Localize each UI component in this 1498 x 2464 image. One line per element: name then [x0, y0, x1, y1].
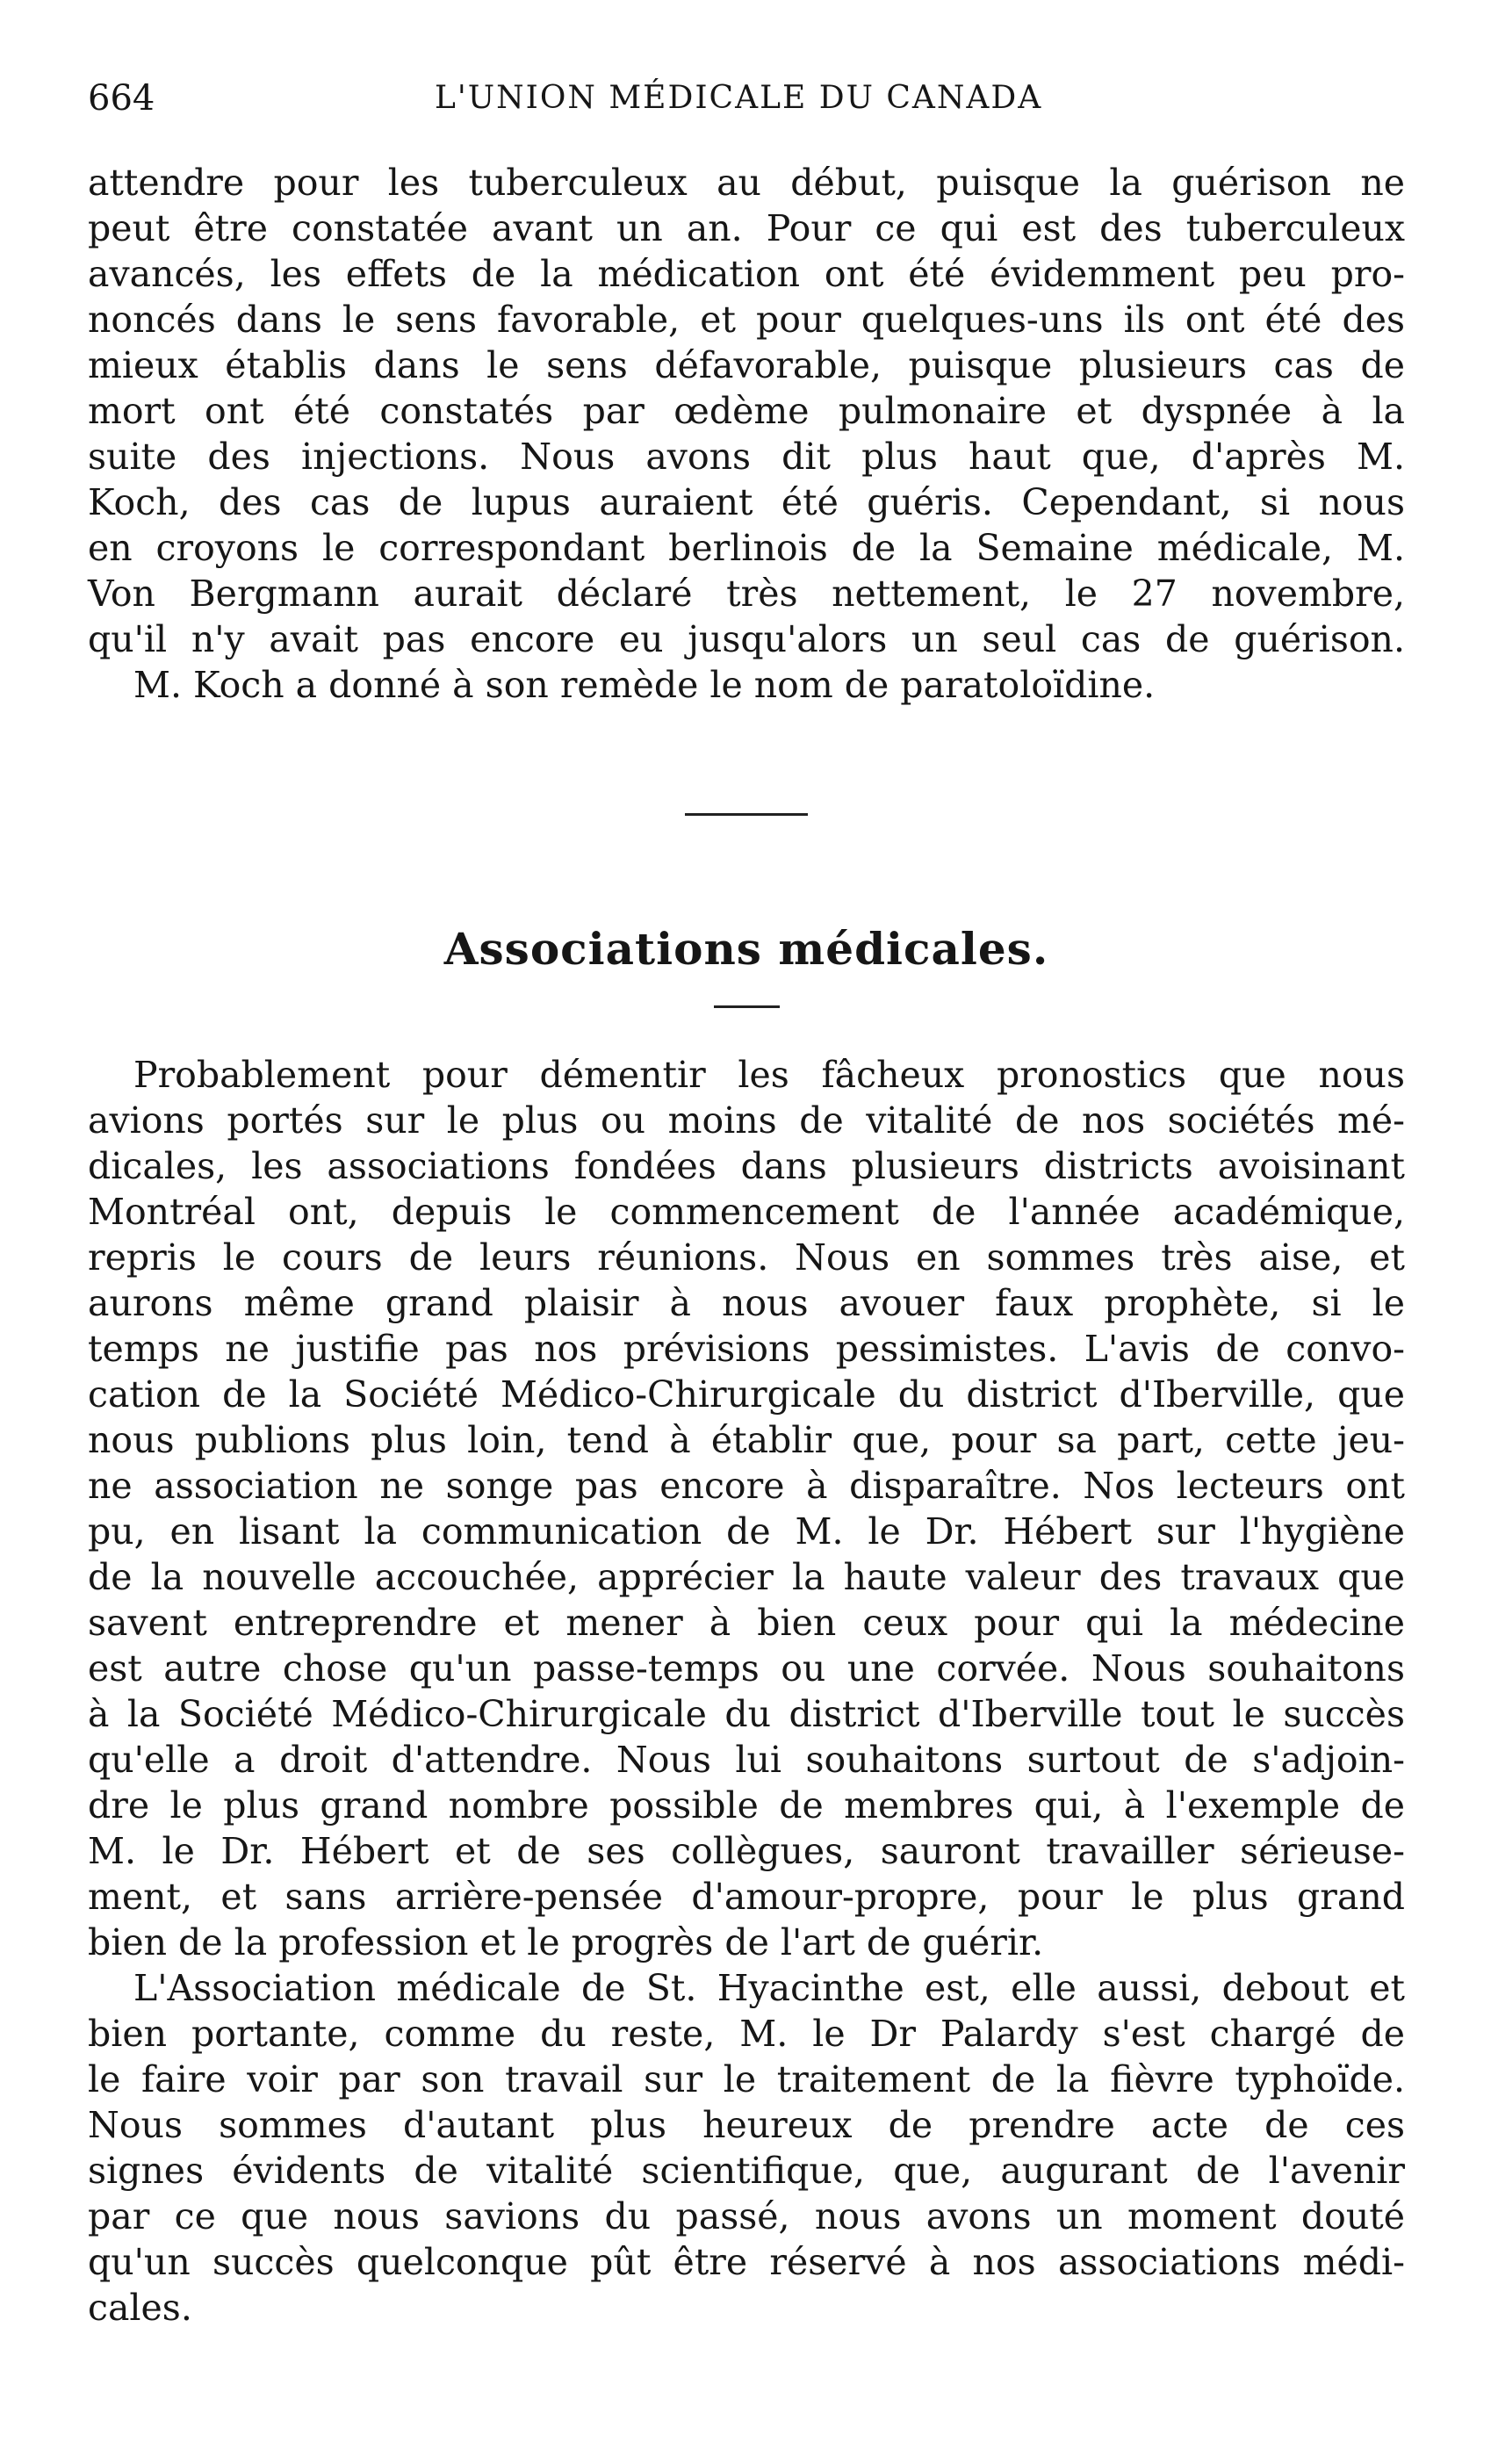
text-line: Probablement pour démentir les fâcheux pronostics que nous: [133, 1054, 1405, 1096]
title-underline: [714, 1005, 780, 1008]
text-line: avancés, les effets de la médication ont été évidemment peu pro-: [88, 253, 1405, 295]
section-body: [88, 1052, 1405, 2331]
text-line: qu'il n'y avait pas encore eu jusqu'alors un seul cas de guérison.: [88, 618, 1405, 660]
text-line: le faire voir par son travail sur le traitement de la fièvre typhoïde.: [88, 2058, 1405, 2100]
text-line: Nous sommes d'autant plus heureux de prendre acte de ces: [88, 2104, 1405, 2146]
text-line: de la nouvelle accouchée, apprécier la haute valeur des travaux que: [88, 1556, 1405, 1598]
text-line: qu'un succès quelconque pût être réservé à nos associations médi-: [88, 2241, 1405, 2283]
text-line: repris le cours de leurs réunions. Nous en sommes très aise, et: [88, 1236, 1405, 1279]
journal-title: L'UNION MÉDICALE DU CANADA: [435, 80, 1043, 116]
text-line: mieux établis dans le sens défavorable, puisque plusieurs cas de: [88, 344, 1405, 386]
text-line: bien portante, comme du reste, M. le Dr Palardy s'est chargé de: [88, 2013, 1405, 2055]
text-line: à la Société Médico-Chirurgicale du district d'Iberville tout le succès: [88, 1693, 1405, 1735]
intro-paragraph: [88, 160, 1405, 708]
text-line: avions portés sur le plus ou moins de vitalité de nos sociétés mé-: [88, 1099, 1405, 1142]
text-line: cales.: [88, 2287, 192, 2329]
text-line: L'Association médicale de St. Hyacinthe est, elle aussi, debout et: [133, 1967, 1405, 2009]
text-line: Von Bergmann aurait déclaré très nettement, le 27 novembre,: [88, 573, 1405, 615]
text-line: mort ont été constatés par œdème pulmonaire et dyspnée à la: [88, 390, 1405, 432]
page: [88, 72, 1405, 2331]
text-line: Montréal ont, depuis le commencement de l'année académique,: [88, 1191, 1405, 1233]
text-line: ne association ne songe pas encore à disparaître. Nos lecteurs ont: [88, 1465, 1405, 1507]
section-title: Associations médicales.: [443, 923, 1049, 975]
text-line: par ce que nous savions du passé, nous avons un moment douté: [88, 2195, 1405, 2237]
text-line: en croyons le correspondant berlinois de la Semaine médicale, M.: [88, 527, 1405, 569]
text-line: ment, et sans arrière-pensée d'amour-propre, pour le plus grand: [88, 1876, 1405, 1918]
text-line: cation de la Société Médico-Chirurgicale du district d'Iberville, que: [88, 1373, 1405, 1416]
text-line: noncés dans le sens favorable, et pour quelques-uns ils ont été des: [88, 299, 1405, 341]
text-line: M. Koch a donné à son remède le nom de paratoloïdine.: [133, 664, 1156, 706]
page-number: 664: [88, 78, 155, 119]
text-line: signes évidents de vitalité scientifique, que, augurant de l'avenir: [88, 2150, 1405, 2192]
text-line: savent entreprendre et mener à bien ceux pour qui la médecine: [88, 1602, 1405, 1644]
text-line: bien de la profession et le progrès de l'art de guérir.: [88, 1921, 1044, 1963]
text-line: pu, en lisant la communication de M. le Dr. Hébert sur l'hygiène: [88, 1510, 1405, 1553]
text-line: M. le Dr. Hébert et de ses collègues, sauront travailler sérieuse-: [88, 1830, 1405, 1872]
text-line: attendre pour les tuberculeux au début, puisque la guérison ne: [88, 162, 1405, 204]
text-line: qu'elle a droit d'attendre. Nous lui souhaitons surtout de s'adjoin-: [88, 1739, 1405, 1781]
text-line: nous publions plus loin, tend à établir que, pour sa part, cette jeu-: [88, 1419, 1405, 1461]
running-head: [88, 72, 1405, 125]
text-line: dicales, les associations fondées dans plusieurs districts avoisinant: [88, 1145, 1405, 1187]
text-line: Koch, des cas de lupus auraient été guéris. Cependant, si nous: [88, 481, 1405, 523]
section-divider: [685, 813, 808, 816]
text-line: peut être constatée avant un an. Pour ce qui est des tuberculeux: [88, 207, 1405, 249]
text-line: dre le plus grand nombre possible de membres qui, à l'exemple de: [88, 1784, 1405, 1826]
text-line: suite des injections. Nous avons dit plus haut que, d'après M.: [88, 436, 1405, 478]
text-line: aurons même grand plaisir à nous avouer faux prophète, si le: [88, 1282, 1405, 1324]
text-line: est autre chose qu'un passe-temps ou une corvée. Nous souhaitons: [88, 1647, 1405, 1689]
text-line: temps ne justifie pas nos prévisions pessimistes. L'avis de convo-: [88, 1328, 1405, 1370]
